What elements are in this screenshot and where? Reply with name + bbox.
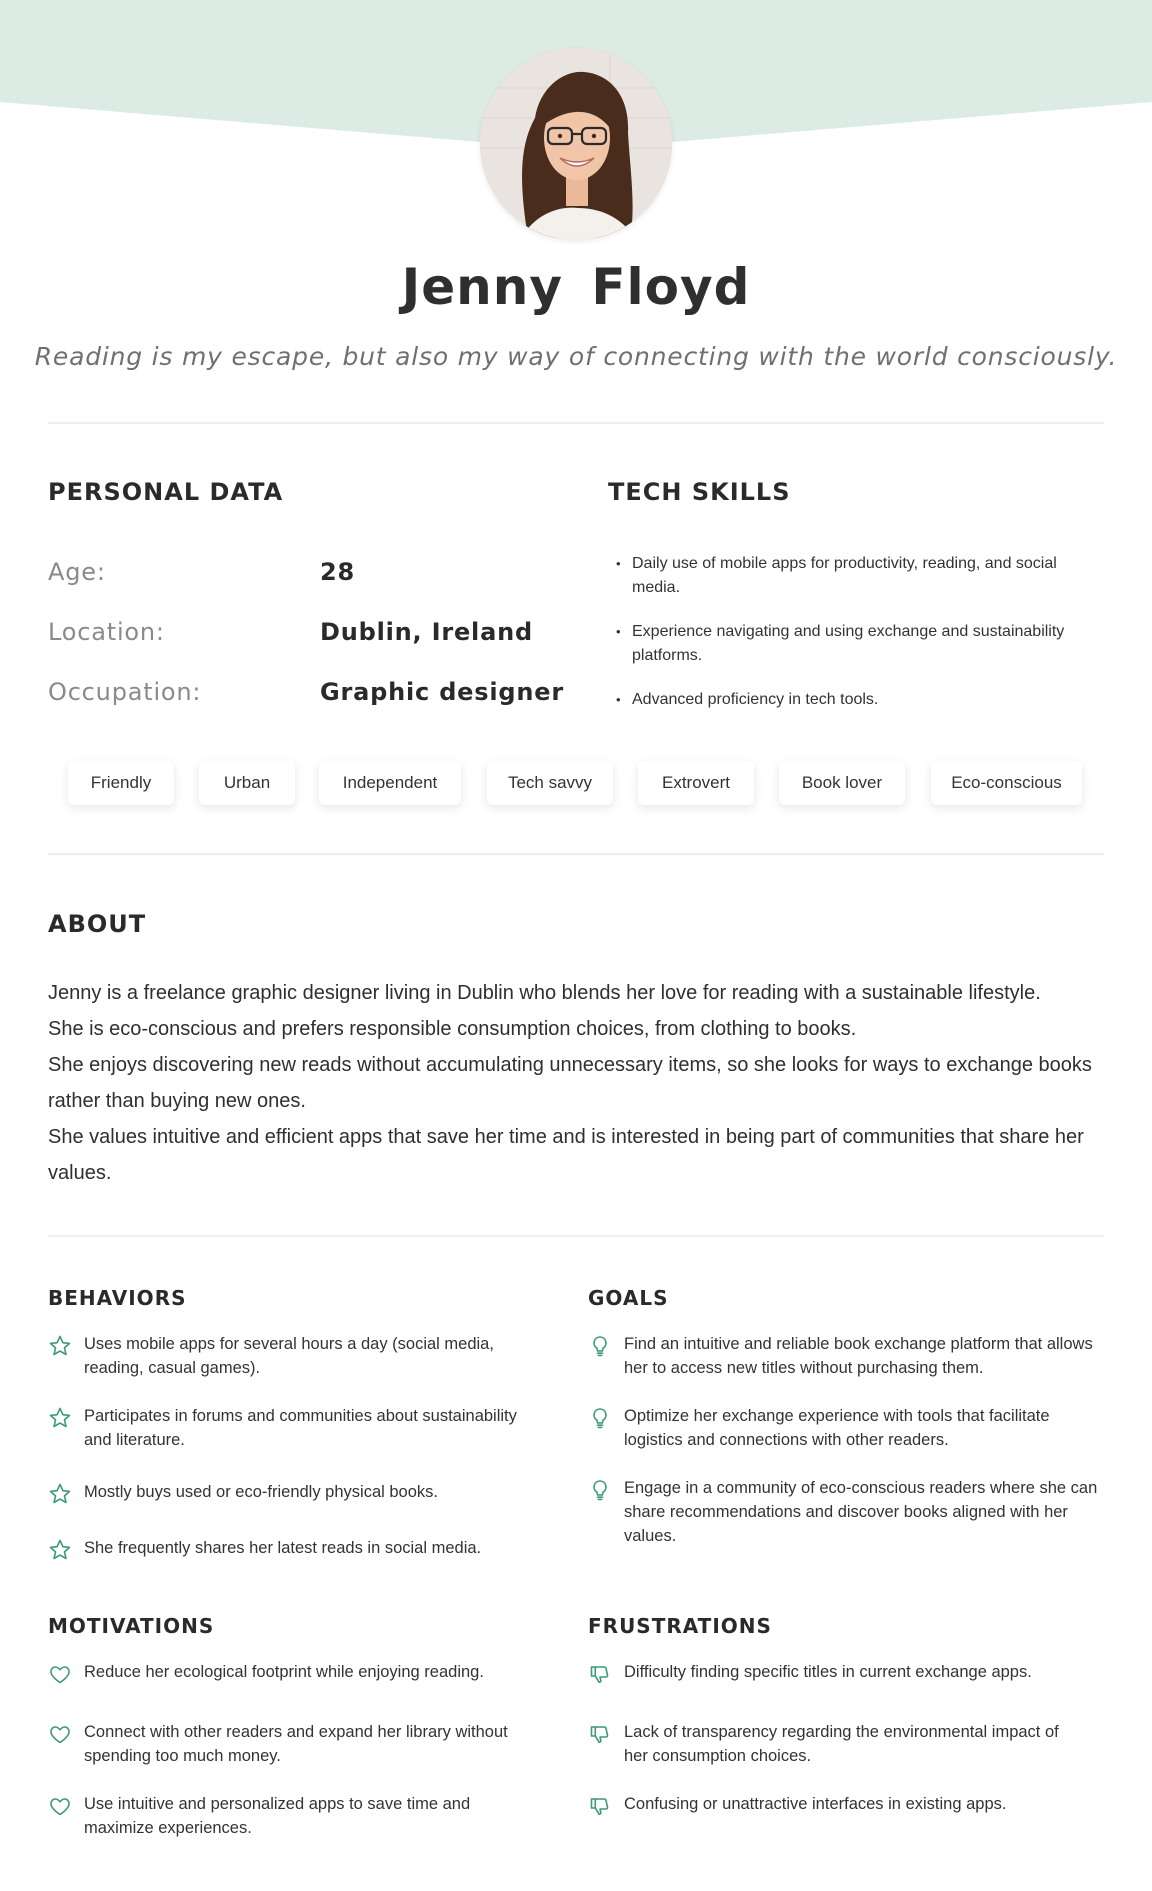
tech-skill-item: • Experience navigating and using exchange and sustainability platforms. [616,620,1096,668]
thumbs-down-icon [588,1722,612,1746]
trait-chip: Eco-conscious [931,761,1082,805]
goal-text: Engage in a community of eco-conscious readers where she can share recommendations and discover books aligned with her values. [624,1479,1098,1545]
star-icon [48,1334,72,1358]
trait-chip: Book lover [779,761,905,805]
goal-text: Optimize her exchange experience with tools that facilitate logistics and connections with other readers. [624,1407,1050,1449]
persona-name: Jenny Floyd [401,258,751,316]
about-paragraph: She values intuitive and efficient apps that save her time and is interested in being part of communities that share her values. [48,1126,1084,1184]
divider [48,422,1104,424]
occupation-label: Occupation: [48,678,202,706]
personal-data-row-occupation [48,678,568,718]
frustration-text: Difficulty finding specific titles in current exchange apps. [624,1663,1032,1681]
motivations-title: MOTIVATIONS [48,1614,215,1638]
avatar [480,48,672,240]
personal-data-row-location [48,618,568,658]
heart-icon [48,1722,72,1746]
about-title: ABOUT [48,910,147,938]
trait-chip: Independent [319,761,461,805]
lightbulb-icon [588,1334,612,1358]
tech-skill-item: • Advanced proficiency in tech tools. [616,688,1096,712]
motivation-text: Reduce her ecological footprint while enjoying reading. [84,1663,484,1681]
frustration-text: Confusing or unattractive interfaces in existing apps. [624,1795,1007,1813]
about-paragraph: She is eco-conscious and prefers responsible consumption choices, from clothing to books. [48,1018,857,1040]
personal-data-row-age [48,558,568,598]
trait-chip: Tech savvy [487,761,613,805]
tech-skills-title: TECH SKILLS [608,478,791,506]
divider [48,1235,1104,1237]
star-icon [48,1482,72,1506]
thumbs-down-icon [588,1794,612,1818]
goals-title: GOALS [588,1286,669,1310]
lightbulb-icon [588,1406,612,1430]
age-label: Age: [48,558,106,586]
trait-chip: Extrovert [638,761,754,805]
star-icon [48,1406,72,1430]
location-value: Dublin, Ireland [320,618,533,646]
lightbulb-icon [588,1478,612,1502]
thumbs-down-icon [588,1662,612,1686]
about-paragraph: She enjoys discovering new reads without accumulating unnecessary items, so she looks for ways to exchange books rather than buying new ones. [48,1054,1092,1112]
frustration-text: Lack of transparency regarding the environmental impact of her consumption choices. [624,1723,1059,1765]
age-value: 28 [320,558,355,586]
behavior-text: She frequently shares her latest reads in social media. [84,1539,482,1557]
avatar-portrait [480,48,672,240]
about-paragraph: Jenny is a freelance graphic designer living in Dublin who blends her love for reading with a sustainable lifestyle. [48,982,1041,1004]
motivation-text: Connect with other readers and expand her library without spending too much money. [84,1723,508,1765]
tech-skills-list [616,552,1096,732]
motivation-text: Use intuitive and personalized apps to save time and maximize experiences. [84,1795,471,1837]
behaviors-title: BEHAVIORS [48,1286,187,1310]
occupation-value: Graphic designer [320,678,564,706]
persona-tagline: Reading is my escape, but also my way of connecting with the world consciously. [34,342,1118,371]
goal-text: Find an intuitive and reliable book exchange platform that allows her to access new titles without purchasing them. [624,1335,1093,1377]
tech-skill-item: • Daily use of mobile apps for productivity, reading, and social media. [616,552,1096,600]
personal-data-title: PERSONAL DATA [48,478,284,506]
location-label: Location: [48,618,165,646]
divider [48,853,1104,855]
frustrations-title: FRUSTRATIONS [588,1614,772,1638]
heart-icon [48,1794,72,1818]
about-text [48,975,1108,1191]
behavior-text: Participates in forums and communities about sustainability and literature. [84,1407,517,1449]
behavior-text: Uses mobile apps for several hours a day (social media, reading, casual games). [84,1335,494,1377]
trait-chip: Friendly [68,761,174,805]
trait-chip: Urban [199,761,295,805]
heart-icon [48,1662,72,1686]
star-icon [48,1538,72,1562]
behavior-text: Mostly buys used or eco-friendly physical books. [84,1483,438,1501]
